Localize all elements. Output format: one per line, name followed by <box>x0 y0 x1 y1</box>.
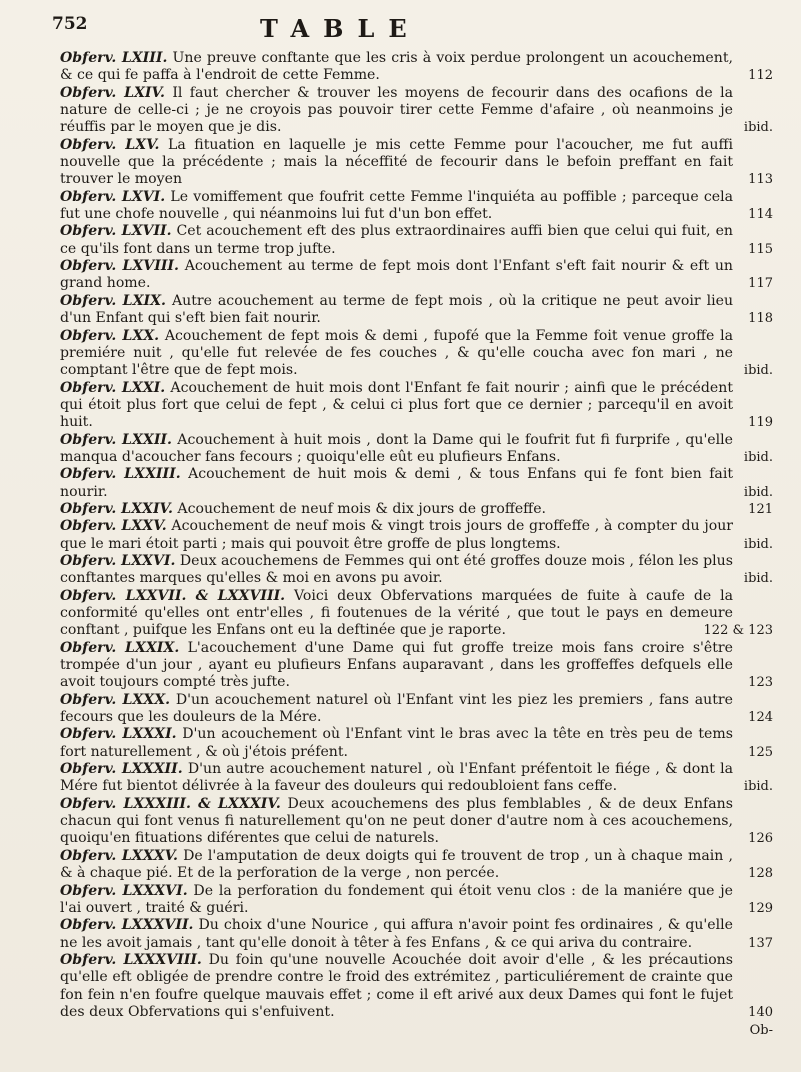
observation-text: Le vomiffement que foufrit cette Femme l'inquiéta au poffible ; parceque cela fut une chofe nouvelle , qui néanmoins lui fut d'un bon effet. <box>60 188 734 223</box>
toc-entry <box>60 293 773 328</box>
toc-entry <box>60 952 773 1021</box>
toc-entry <box>60 189 773 224</box>
page-reference: 113 <box>748 172 773 188</box>
toc-entry <box>60 50 773 85</box>
toc-entry <box>60 501 773 518</box>
toc-entry <box>60 588 773 640</box>
observation-label: Obferv. LXIII. <box>60 50 168 66</box>
observation-text: Deux acouchemens de Femmes qui ont été groffes douze mois , félon les plus conftantes marques qu'elles & moi en avons pu avoir. <box>60 552 733 587</box>
observation-label: Obferv. LXXVI. <box>60 552 176 569</box>
observation-label: Obferv. LXXIV. <box>60 500 173 517</box>
page-reference: 121 <box>748 501 773 517</box>
page-reference: 124 <box>748 710 773 726</box>
observation-text: Une preuve conftante que les cris à voix perdue prolongent un acouchement, & ce qui fe paffa à l'endroit de cette Femme. <box>60 50 733 84</box>
observation-text: Il faut chercher & trouver les moyens de fecourir dans des ocafions de la nature de celle-ci ; je ne croyois pas pouvoir tirer cette Femme d'afaire , où neanmoins je réuffis par le moyen que je dis. <box>60 84 733 136</box>
page-reference: 117 <box>748 276 773 292</box>
toc-entry <box>60 258 773 293</box>
observation-text: L'acouchement d'une Dame qui fut groffe treize mois fans croire s'être trompée d'un jour , ayant eu plufieurs Enfans auparavant , dans les groffeffes defquels elle avoit toujours compté très jufte. <box>60 639 734 691</box>
observation-label: Obferv. LXXXV. <box>60 847 178 864</box>
page-reference: 140 <box>748 1004 773 1020</box>
page-reference: 128 <box>748 866 773 882</box>
page-reference: 123 <box>748 675 773 691</box>
observation-text: D'un acouchement naturel où l'Enfant vint les piez les premiers , fans autre fecours que les douleurs de la Mére. <box>60 691 733 726</box>
page-reference: 125 <box>748 744 773 760</box>
page-reference: 114 <box>748 207 773 223</box>
observation-label: Obferv. LXXXVI. <box>60 882 188 899</box>
observation-text: Acouchement à huit mois , dont la Dame qui le foufrit fut fi furprife , qu'elle manqua d'acoucher fans fecours ; quoiqu'elle eût eu plufieurs Enfans. <box>60 431 734 465</box>
page-number: 752 <box>52 14 88 34</box>
page-reference: 122 & 123 <box>703 623 773 639</box>
observation-text: Autre acouchement au terme de fept mois , où la critique ne peut avoir lieu d'un Enfant qui s'eft bien fait nourir. <box>60 292 734 327</box>
observation-label: Obferv. LXXII. <box>60 431 172 448</box>
observation-text: Acouchement de huit mois dont l'Enfant fe fait nourir ; ainfi que le précédent qui étoit plus fort que celui de fept , & celui ci plus fort que ce dernier ; parcequ'il en avoit huit. <box>60 379 734 431</box>
observation-label: Obferv. LXXIX. <box>60 639 180 656</box>
toc-entry <box>60 518 773 553</box>
observation-label: Obferv. LXXXI. <box>60 726 177 743</box>
observation-text: Voici deux Obfervations marquées de fuite à caufe de la conformité qu'elles ont entr'elles , fi foutenues de la vérité , que tout le pays en demeure conftant , puifque les Enfans ont eu la deftinée que je raporte. <box>60 587 733 639</box>
observation-label: Obferv. LXXI. <box>60 379 166 396</box>
observation-text: La fituation en laquelle je mis cette Femme pour l'acoucher, me fut auffi nouvelle que la précédente ; mais la néceffité de fecourir dans le befoin preffant en fait trouver le moyen <box>60 136 733 188</box>
page-header <box>52 14 773 50</box>
observation-text: Acouchement au terme de fept mois dont l'Enfant s'eft fait nourir & eft un grand home. <box>60 258 734 292</box>
observation-label: Obferv. LXVII. <box>60 223 172 240</box>
observation-text: Acouchement de huit mois & demi , & tous Enfans qui fe font bien fait nourir. <box>60 466 733 500</box>
page-reference: 129 <box>748 900 773 916</box>
toc-entry <box>60 432 773 467</box>
observation-text: De l'amputation de deux doigts qui fe trouvent de trop , un à chaque main , & à chaque pié. Et de la perforation de la verge , non percée. <box>60 847 734 882</box>
page-reference: 119 <box>748 415 773 431</box>
page-reference: 118 <box>748 311 773 327</box>
toc-entry <box>60 380 773 432</box>
page-reference: ibid. <box>743 484 773 500</box>
page-reference: 115 <box>748 241 773 257</box>
toc-entry <box>60 328 773 380</box>
page-reference: ibid. <box>743 571 773 587</box>
observation-label: Obferv. LXXX. <box>60 691 171 708</box>
catchword: Ob- <box>749 1023 773 1039</box>
observation-text: Acouchement de neuf mois & vingt trois jours de groffeffe , à compter du jour que le mari étoit parti ; mais qui pouvoit être groffe de plus longtems. <box>60 518 734 552</box>
toc-entry <box>60 137 773 189</box>
toc-entry <box>60 640 773 692</box>
observation-label: Obferv. LXXVII. & LXXVIII. <box>60 587 286 604</box>
toc-entry <box>60 848 773 883</box>
observation-label: Obferv. LXX. <box>60 327 160 344</box>
observation-label: Obferv. LXVI. <box>60 188 166 205</box>
toc-entry <box>60 883 773 918</box>
page-reference: ibid. <box>743 363 773 379</box>
page-reference: ibid. <box>743 536 773 552</box>
observation-label: Obferv. LXXIII. <box>60 466 181 483</box>
page-reference: 126 <box>748 831 773 847</box>
observation-label: Obferv. LXVIII. <box>60 258 179 275</box>
running-title: TABLE <box>260 14 421 43</box>
toc-entry <box>60 796 773 848</box>
observation-text: D'un autre acouchement naturel , où l'Enfant préfentoit le fiége , & dont la Mére fut bientot délivrée à la faveur des douleurs qui redoubloient fans ceffe. <box>60 761 734 795</box>
observation-text: Cet acouchement eft des plus extraordinaires auffi bien que celui qui fuit, en ce qu'ils font dans un terme trop jufte. <box>60 223 733 257</box>
page-reference: ibid. <box>743 449 773 465</box>
toc-entry <box>60 761 773 796</box>
observation-text: Du foin qu'une nouvelle Acouchée doit avoir d'elle , & les précautions qu'elle eft obligée de prendre contre le froid des extrémitez , particuliérement de crainte que fon fein n'en foufre quelque mauvais effet ; come il eft arivé aux deux Dames qui font le fujet des deux Obfervations qui s'enfuivent. <box>60 951 733 1020</box>
observation-label: Obferv. LXXXIII. & LXXXIV. <box>60 795 281 812</box>
observation-label: Obferv. LXXXVIII. <box>60 951 202 968</box>
toc-entry <box>60 726 773 761</box>
toc-entry <box>60 692 773 727</box>
toc-entry <box>60 553 773 588</box>
observation-label: Obferv. LXXV. <box>60 518 167 535</box>
table-of-contents <box>60 50 773 1021</box>
observation-label: Obferv. LXIV. <box>60 84 165 101</box>
observation-label: Obferv. LXIX. <box>60 292 166 309</box>
toc-entry <box>60 466 773 501</box>
page-reference: ibid. <box>743 120 773 136</box>
toc-entry <box>60 917 773 952</box>
observation-label: Obferv. LXXXII. <box>60 761 183 778</box>
observation-text: Acouchement de fept mois & demi , fupofé que la Femme foit venue groffe la premiére nuit , qu'elle fut relevée de fes couches , & qu'elle coucha avec fon mari , ne comptant l'être que de fept mois. <box>60 327 733 379</box>
page-reference: 137 <box>748 935 773 951</box>
observation-text: De la perforation du fondement qui étoit venu clos : de la maniére que je l'ai ouvert , traité & guéri. <box>60 882 733 916</box>
toc-entry <box>60 85 773 137</box>
toc-entry <box>60 223 773 258</box>
observation-text: Du choix d'une Nourice , qui affura n'avoir point fes ordinaires , & qu'elle ne les avoit jamais , tant qu'elle donoit à têter à fes Enfans , & ce qui ariva du contraire. <box>60 917 733 951</box>
page-reference: 112 <box>748 68 773 84</box>
observation-label: Obferv. LXXXVII. <box>60 917 194 934</box>
observation-text: Deux acouchemens des plus femblables , & de deux Enfans chacun qui font venus fi naturellement qu'on ne peut doner d'autre nom à ces acouchemens, quoiqu'en fituations diférentes que celui de naturels. <box>60 795 733 847</box>
observation-text: Acouchement de neuf mois & dix jours de groffeffe. <box>177 500 547 517</box>
observation-text: D'un acouchement où l'Enfant vint le bras avec la tête en très peu de tems fort naturellement , & où j'étois préfent. <box>60 726 733 760</box>
observation-label: Obferv. LXV. <box>60 136 160 153</box>
page-reference: ibid. <box>743 779 773 795</box>
